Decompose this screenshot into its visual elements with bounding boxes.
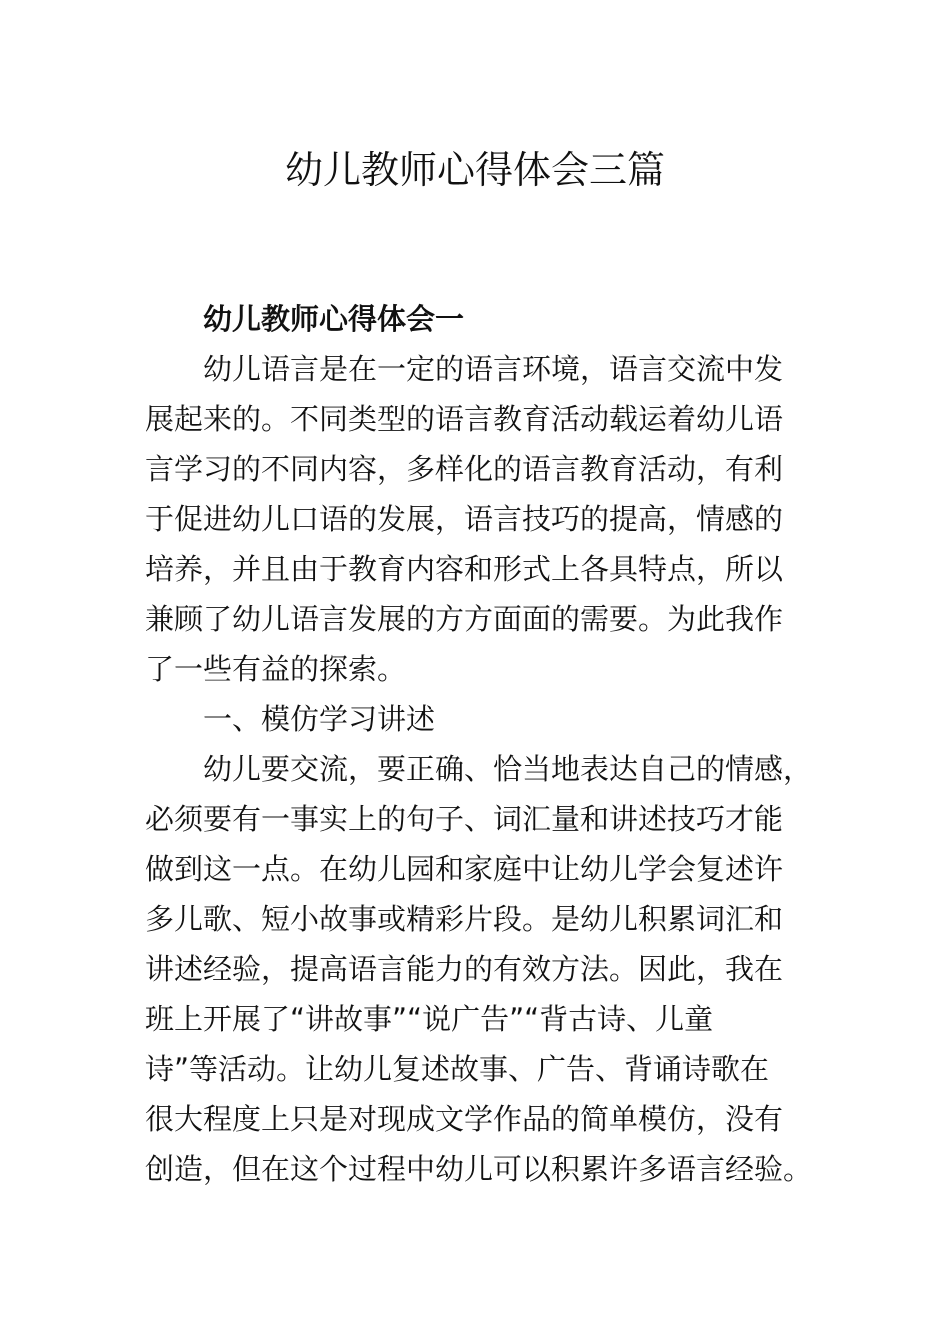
paragraph-line: 班上开展了“讲故事”“说广告”“背古诗、儿童	[145, 1002, 714, 1036]
paragraph-line: 讲述经验，提高语言能力的有效方法。因此，我在	[145, 952, 784, 986]
document-body	[145, 294, 813, 1194]
paragraph-line: 展起来的。不同类型的语言教育活动载运着幼儿语	[145, 402, 784, 436]
paragraph-line: 必须要有一事实上的句子、词汇量和讲述技巧才能	[145, 802, 784, 836]
paragraph-line: 幼儿语言是在一定的语言环境，语言交流中发	[203, 352, 784, 386]
paragraph-line: 于促进幼儿口语的发展，语言技巧的提高，情感的	[145, 502, 784, 536]
paragraph-line: 很大程度上只是对现成文学作品的简单模仿，没有	[145, 1102, 784, 1136]
section-heading: 幼儿教师心得体会一	[203, 302, 465, 336]
paragraph-line: 幼儿要交流，要正确、恰当地表达自己的情感，	[203, 752, 813, 786]
paragraph-line: 做到这一点。在幼儿园和家庭中让幼儿学会复述许	[145, 852, 784, 886]
paragraph-line: 培养，并且由于教育内容和形式上各具特点，所以	[145, 552, 784, 586]
paragraph-line: 了一些有益的探索。	[145, 652, 407, 686]
paragraph-1	[145, 344, 805, 694]
paragraph-2	[145, 744, 813, 1194]
subheading: 一、模仿学习讲述	[203, 702, 436, 736]
paragraph-line: 兼顾了幼儿语言发展的方方面面的需要。为此我作	[145, 602, 784, 636]
paragraph-line: 多儿歌、短小故事或精彩片段。是幼儿积累词汇和	[145, 902, 784, 936]
paragraph-line: 言学习的不同内容，多样化的语言教育活动，有利	[145, 452, 784, 486]
paragraph-line: 创造，但在这个过程中幼儿可以积累许多语言经验。	[145, 1152, 813, 1186]
document-title: 幼儿教师心得体会三篇	[284, 148, 665, 192]
paragraph-line: 诗”等活动。让幼儿复述故事、广告、背诵诗歌在	[145, 1052, 770, 1086]
